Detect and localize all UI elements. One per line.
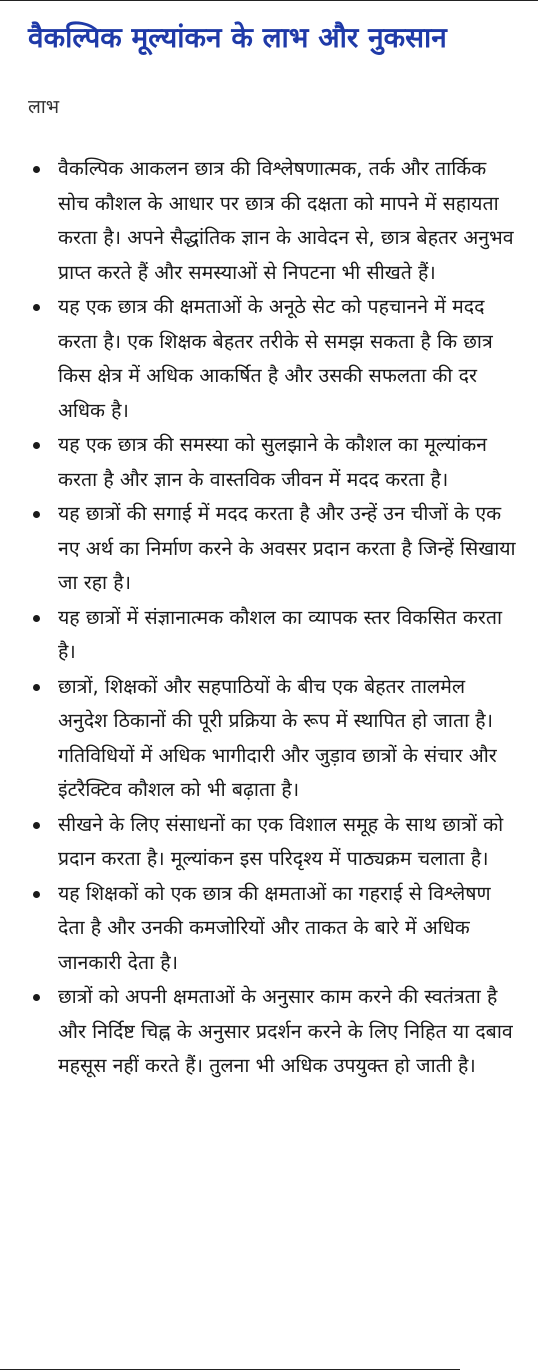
list-item [28,290,518,428]
bullet-dot-icon [33,684,40,691]
list-item-text: यह एक छात्र की समस्या को सुलझाने के कौशल का मूल्यांकन करता है और ज्ञान के वास्तविक जीवन में मदद करता है। [58,433,487,491]
advantages-list [28,152,518,1084]
bullet-dot-icon [33,994,40,1001]
list-item [28,601,518,670]
list-item-text: वैकल्पिक आकलन छात्र की विश्लेषणात्मक, तर्क और तार्किक सोच कौशल के आधार पर छात्र की दक्षता को मापने में सहायता करता है। अपने सैद्धांतिक ज्ञान के आवेदन से, छात्र बेहतर अनुभव प्राप्त करते हैं और समस्याओं से निपटना भी सीखते हैं। [58,157,514,284]
bullet-dot-icon [33,822,40,829]
list-item [28,670,518,808]
bullet-dot-icon [33,511,40,518]
list-item-text: यह शिक्षकों को एक छात्र की क्षमताओं का गहराई से विश्लेषण देता है और उनकी कमजोरियों और ताकत के बारे में अधिक जानकारी देता है। [58,881,491,974]
list-item [28,980,518,1084]
list-item-text: यह एक छात्र की क्षमताओं के अनूठे सेट को पहचानने में मदद करता है। एक शिक्षक बेहतर तरीके से समझ सकता है कि छात्र किस क्षेत्र में अधिक आकर्षित है और उसकी सफलता की दर अधिक है। [58,295,493,422]
list-item [28,428,518,497]
list-item-text: छात्रों को अपनी क्षमताओं के अनुसार काम करने की स्वतंत्रता है और निर्दिष्ट चिह्न के अनुसार प्रदर्शन करने के लिए निहित या दबाव महसूस नहीं करते हैं। तुलना भी अधिक उपयुक्त हो जाती है। [58,985,513,1077]
list-item [28,808,518,877]
list-item [28,497,518,601]
article [28,10,518,1084]
list-item-text: सीखने के लिए संसाधनों का एक विशाल समूह के साथ छात्रों को प्रदान करता है। मूल्यांकन इस परिदृश्य में पाठ्यक्रम चलाता है। [58,812,504,870]
list-item-text: यह छात्रों की सगाई में मदद करता है और उन्हें उन चीजों के एक नए अर्थ का निर्माण करने के अवसर प्रदान करता है जिन्हें सिखाया जा रहा है। [58,502,516,594]
bullet-dot-icon [33,304,40,311]
bullet-dot-icon [33,442,40,449]
top-divider [0,0,538,1]
list-item [28,152,518,290]
list-item-text: यह छात्रों में संज्ञानात्मक कौशल का व्यापक स्तर विकसित करता है। [58,605,502,663]
list-item [28,877,518,981]
bullet-dot-icon [33,166,40,173]
section-label-advantages: लाभ [28,96,60,118]
bullet-dot-icon [33,891,40,898]
list-item-text: छात्रों, शिक्षकों और सहपाठियों के बीच एक बेहतर तालमेल अनुदेश ठिकानों की पूरी प्रक्रिया के रूप में स्थापित हो जाता है। गतिविधियों में अधिक भागीदारी और जुड़ाव छात्रों के संचार और इंटरैक्टिव कौशल को भी बढ़ाता है। [58,674,497,801]
bullet-dot-icon [33,615,40,622]
article-title: वैकल्पिक मूल्यांकन के लाभ और नुकसान [28,21,447,54]
